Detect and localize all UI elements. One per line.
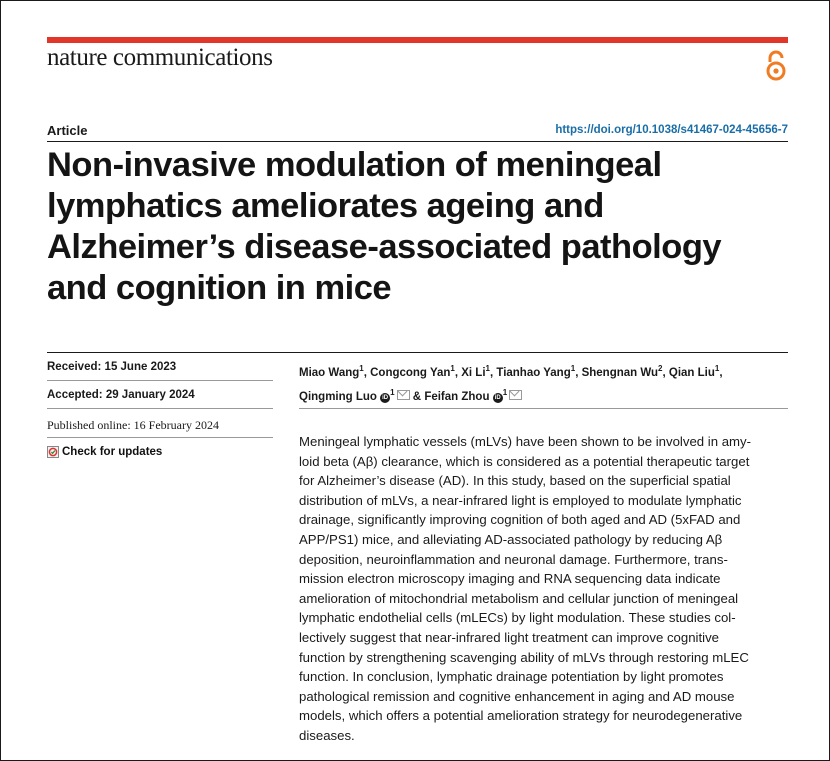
received-date [47, 361, 176, 373]
author-name[interactable]: Miao Wang [299, 366, 360, 379]
header-rule [47, 141, 788, 142]
affiliation-mark: 1 [570, 364, 576, 373]
affiliation-mark: 1 [714, 364, 720, 373]
journal-accent-bar [47, 37, 788, 43]
published-date: Published online: 16 February 2024 [47, 418, 219, 432]
author-line [299, 383, 789, 407]
title-line: lymphatics ameliorates ageing and [47, 187, 604, 225]
affiliation-mark: 1 [485, 364, 490, 373]
abstract-line: for Alzheimer’s disease (AD). In this study, based on the superficial spatial [299, 473, 731, 489]
accepted-value: 29 January 2024 [105, 389, 195, 401]
author-name[interactable]: Tianhao Yang [496, 366, 571, 379]
date-rule [47, 408, 273, 409]
article-type: Article [47, 123, 88, 138]
email-icon[interactable] [397, 390, 410, 400]
affiliation-mark: 1 [390, 387, 395, 397]
abstract-line: mission electron microscopy imaging and RNA sequencing data indicate [299, 571, 721, 587]
journal-name: nature communications [47, 44, 273, 71]
date-rule [47, 437, 273, 438]
affiliation-mark: 2 [658, 364, 663, 373]
title-line: and cognition in mice [47, 269, 392, 307]
abstract-line: APP/PS1) mice, and alleviating AD-associated pathology by reducing Aβ [299, 531, 723, 547]
abstract-line: diseases. [299, 727, 355, 743]
author-name[interactable]: Xi Li [461, 366, 486, 379]
affiliation-mark: 1 [450, 364, 455, 373]
abstract-line: function. In conclusion, lymphatic drainage potentiation by light promotes [299, 669, 724, 685]
orcid-icon[interactable]: iD [382, 394, 389, 401]
abstract-line: deposition, neuroinflammation and neuronal damage. Furthermore, trans- [299, 551, 728, 567]
author-list [299, 359, 789, 407]
orcid-icon[interactable]: iD [494, 394, 501, 401]
abstract-line: pathological remission and cognitive enhancement in aging and AD mouse [299, 688, 735, 704]
article-title [47, 145, 792, 309]
author-name[interactable]: Shengnan Wu [581, 366, 659, 379]
check-updates-button[interactable] [47, 446, 162, 458]
abstract-line: Meningeal lymphatic vessels (mLVs) have been shown to be involved in amy- [299, 434, 752, 449]
author-name[interactable]: Feifan Zhou [424, 390, 490, 403]
author-name[interactable]: Congcong Yan [370, 366, 451, 379]
open-access-icon [765, 50, 787, 82]
check-updates-label: Check for updates [62, 446, 163, 458]
doi-link[interactable]: https://doi.org/10.1038/s41467-024-45656-7 [555, 124, 788, 136]
author-name[interactable]: Qingming Luo [299, 390, 377, 403]
author-rule [299, 408, 788, 409]
author-name[interactable]: Qian Liu [668, 366, 715, 379]
abstract-line: amelioration of mitochondrial metabolism and cellular junction of meningeal [299, 590, 739, 606]
check-updates-icon [47, 446, 59, 458]
abstract-line: function by strengthening scavenging ability of mLVs through restoring mLEC [299, 649, 749, 665]
abstract-line: lectively suggest that near-infrared light treatment can improve cognitive [299, 629, 720, 645]
author-connector: & [412, 390, 422, 403]
accepted-date [47, 389, 195, 401]
title-line: Non-invasive modulation of meningeal [47, 146, 662, 184]
abstract [299, 432, 791, 746]
author-line: Miao Wang$^1$, Congcong Yan$^1$, Xi Li$^1$, Tianhao Yang$^1$, Shengnan Wu$^2$, Qian Liu$^1$, [299, 364, 723, 379]
affiliation-mark: 1 [502, 387, 508, 397]
affiliation-mark: 1 [359, 364, 364, 373]
date-rule [47, 380, 273, 381]
received-label: Received: [47, 361, 102, 373]
title-line: Alzheimer’s disease-associated pathology [47, 228, 722, 266]
title-rule [47, 352, 788, 353]
accepted-label: Accepted: [47, 389, 103, 401]
email-icon[interactable] [509, 390, 522, 400]
abstract-line: lymphatic endothelial cells (mLECs) by light modulation. These studies col- [299, 610, 736, 626]
received-value: 15 June 2023 [104, 361, 177, 373]
abstract-line: drainage, significantly improving cognition of both aged and AD (5xFAD and [299, 512, 741, 528]
abstract-line: models, which offers a potential amelioration strategy for neurodegenerative [299, 708, 743, 724]
abstract-line: loid beta (Aβ) clearance, which is considered as a potential therapeutic target [299, 453, 750, 469]
abstract-line: distribution of mLVs, a near-infrared light is employed to modulate lymphatic [299, 492, 742, 508]
